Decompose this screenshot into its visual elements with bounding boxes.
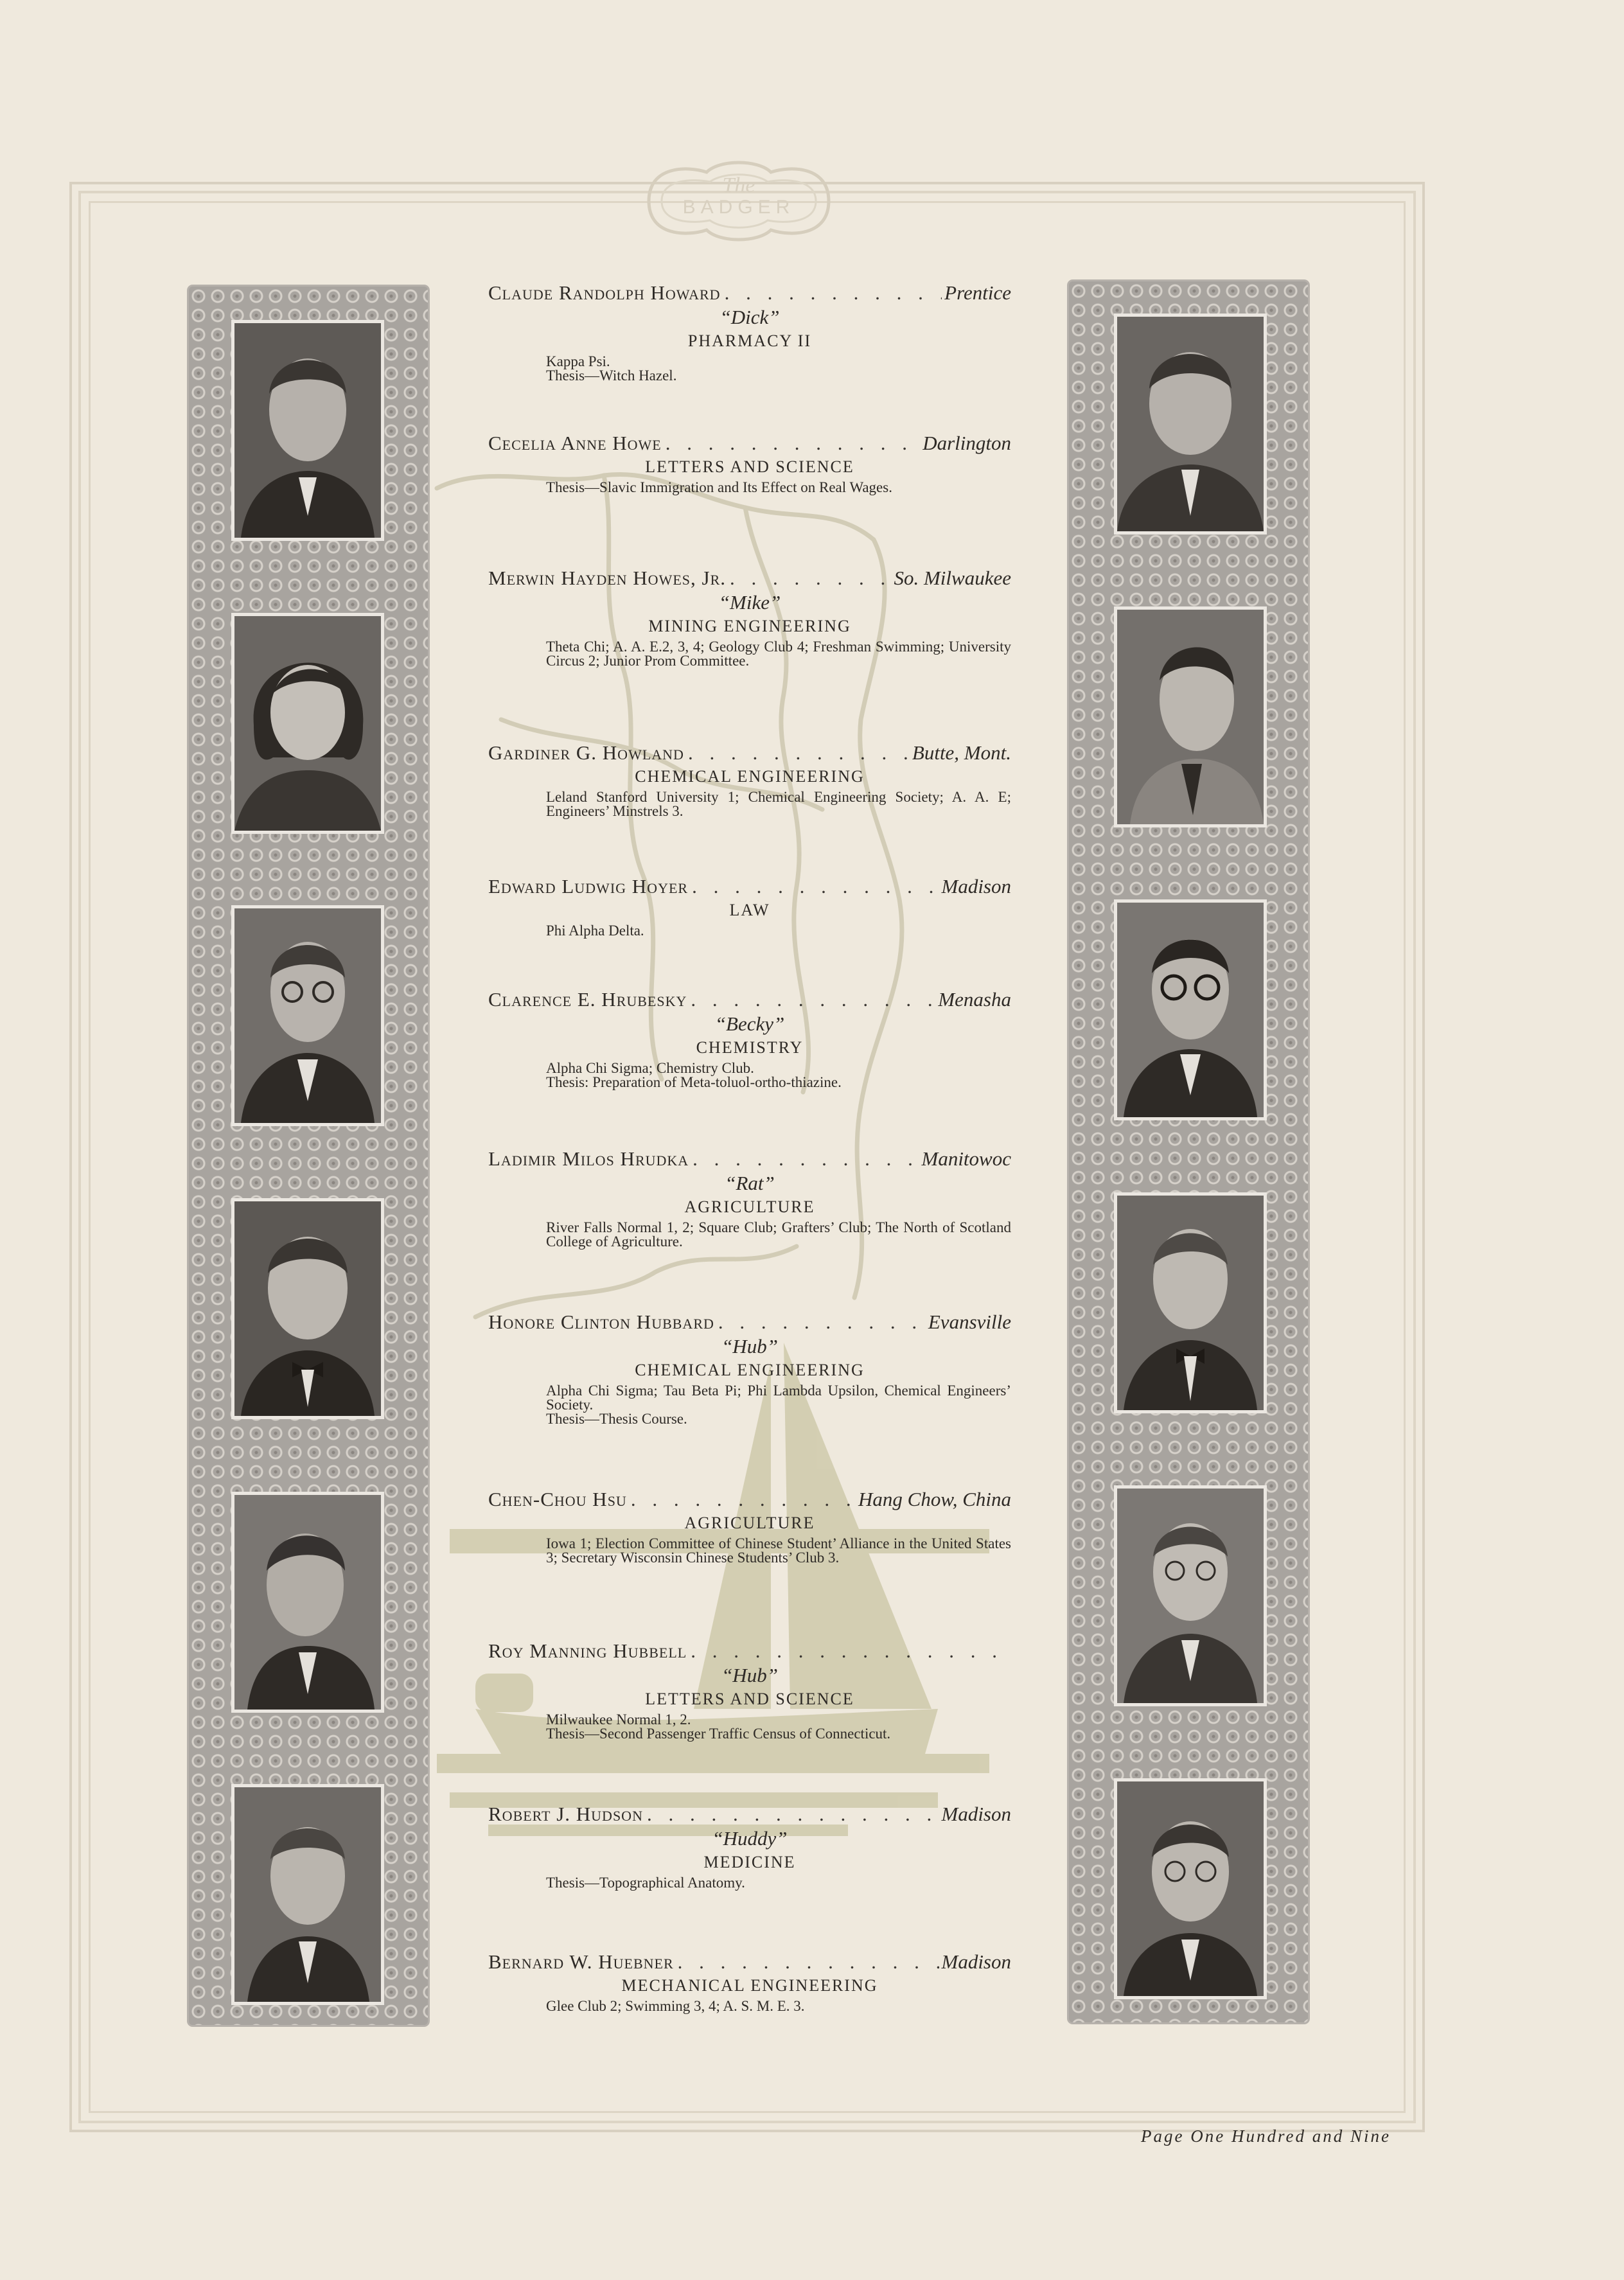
portrait-photo-howes bbox=[231, 905, 384, 1126]
nickname: “Becky” bbox=[714, 1012, 785, 1035]
entry-hsu bbox=[488, 1488, 1011, 1565]
college: MEDICINE bbox=[703, 1853, 796, 1871]
hometown: Menasha bbox=[938, 988, 1011, 1011]
leader-dots bbox=[627, 1488, 856, 1511]
portrait-photo-howland bbox=[231, 1198, 384, 1419]
badger-crest bbox=[636, 153, 842, 249]
activities: Phi Alpha Delta. bbox=[546, 923, 644, 939]
entry-hubbell bbox=[488, 1639, 1011, 1741]
entry-hoyer bbox=[488, 875, 1011, 938]
college: MECHANICAL ENGINEERING bbox=[621, 1976, 878, 1995]
nickname: “Dick” bbox=[719, 306, 780, 328]
entry-howard bbox=[488, 281, 1011, 383]
leader-dots bbox=[688, 875, 939, 898]
portrait-photo-hsu bbox=[1114, 899, 1267, 1120]
page-number: Page One Hundred and Nine bbox=[1141, 2126, 1391, 2146]
leader-dots bbox=[721, 281, 942, 305]
entry-howe bbox=[488, 432, 1011, 495]
portrait-photo-howard bbox=[231, 320, 384, 541]
nickname: “Mike” bbox=[718, 591, 781, 614]
portrait-photo-howe bbox=[231, 613, 384, 834]
leader-dots bbox=[643, 1803, 939, 1826]
portrait-photo-hudson bbox=[1114, 1485, 1267, 1706]
portrait-photo-hrudka bbox=[1114, 314, 1267, 535]
nickname: “Hub” bbox=[721, 1664, 778, 1686]
activities: Milwaukee Normal 1, 2. Thesis—Second Passenger Traffic Census of Connecticut. bbox=[546, 1711, 891, 1742]
student-name: Gardiner G. Howland bbox=[488, 741, 684, 764]
student-name: Edward Ludwig Hoyer bbox=[488, 875, 689, 897]
portrait-photo-hubbard bbox=[1114, 606, 1267, 827]
leader-dots bbox=[687, 1639, 1009, 1663]
student-name: Chen-Chou Hsu bbox=[488, 1488, 627, 1510]
portrait-photo-huebner bbox=[1114, 1778, 1267, 1999]
entry-howland bbox=[488, 741, 1011, 818]
hometown: Manitowoc bbox=[921, 1147, 1011, 1170]
nickname: “Hub” bbox=[721, 1335, 778, 1357]
left-portrait-strip bbox=[189, 287, 428, 2025]
student-name: Cecelia Anne Howe bbox=[488, 432, 662, 454]
student-name: Honore Clinton Hubbard bbox=[488, 1311, 714, 1333]
leader-dots bbox=[662, 432, 920, 455]
student-name: Roy Manning Hubbell bbox=[488, 1639, 687, 1662]
right-portrait-strip bbox=[1069, 281, 1308, 2022]
college: CHEMICAL ENGINEERING bbox=[635, 767, 865, 786]
entry-hubbard bbox=[488, 1311, 1011, 1426]
student-name: Ladimir Milos Hrudka bbox=[488, 1147, 689, 1170]
hometown: Madison bbox=[941, 1803, 1011, 1825]
college: LETTERS AND SCIENCE bbox=[645, 457, 854, 476]
hometown: Madison bbox=[941, 1950, 1011, 1973]
student-name: Bernard W. Huebner bbox=[488, 1950, 674, 1973]
crest-badger: BADGER bbox=[682, 197, 795, 218]
leader-dots bbox=[687, 988, 935, 1011]
activities: Leland Stanford University 1; Chemical Engineering Society; A. A. E; Engineers’ Minstrels 3. bbox=[546, 789, 1011, 819]
portrait-photo-hubbell bbox=[1114, 1192, 1267, 1413]
hometown: Evansville bbox=[928, 1311, 1011, 1333]
hometown: Madison bbox=[941, 875, 1011, 897]
activities: Iowa 1; Election Committee of Chinese Student’ Alliance in the United States 3; Secretary Wisconsin Chinese Students’ Club 3. bbox=[546, 1535, 1011, 1566]
college: PHARMACY II bbox=[687, 331, 812, 350]
college: LAW bbox=[729, 901, 770, 919]
hometown: So. Milwaukee bbox=[894, 567, 1011, 589]
college: MINING ENGINEERING bbox=[648, 617, 851, 635]
crest-the: The bbox=[722, 173, 755, 197]
entry-hudson bbox=[488, 1803, 1011, 1890]
student-name: Claude Randolph Howard bbox=[488, 281, 721, 304]
leader-dots bbox=[684, 741, 910, 764]
portrait-photo-hoyer bbox=[231, 1492, 384, 1713]
student-name: Robert J. Hudson bbox=[488, 1803, 643, 1825]
college: AGRICULTURE bbox=[684, 1514, 815, 1532]
leader-dots bbox=[726, 567, 891, 590]
hometown: Darlington bbox=[922, 432, 1011, 454]
hometown bbox=[1009, 1639, 1011, 1663]
activities: Kappa Psi. Thesis—Witch Hazel. bbox=[546, 353, 677, 384]
activities: River Falls Normal 1, 2; Square Club; Grafters’ Club; The North of Scotland College of Agriculture. bbox=[546, 1219, 1011, 1250]
hometown: Hang Chow, China bbox=[858, 1488, 1011, 1510]
entry-hrubesky bbox=[488, 988, 1011, 1090]
activities: Alpha Chi Sigma; Chemistry Club. Thesis: Preparation of Meta-toluol-ortho-thiazine. bbox=[546, 1060, 842, 1090]
activities: Alpha Chi Sigma; Tau Beta Pi; Phi Lambda Upsilon, Chemical Engineers’ Society. Thesis—Thesis Course. bbox=[546, 1383, 1011, 1427]
hometown: Butte, Mont. bbox=[912, 741, 1011, 764]
entry-huebner bbox=[488, 1950, 1011, 2013]
nickname: “Huddy” bbox=[712, 1827, 788, 1850]
nickname: “Rat” bbox=[725, 1172, 775, 1194]
college: CHEMICAL ENGINEERING bbox=[635, 1361, 865, 1379]
student-name: Clarence E. Hrubesky bbox=[488, 988, 687, 1011]
activities: Thesis—Topographical Anatomy. bbox=[546, 1875, 745, 1891]
entry-hrudka bbox=[488, 1147, 1011, 1249]
hometown: Prentice bbox=[944, 281, 1011, 304]
activities: Glee Club 2; Swimming 3, 4; A. S. M. E. 3. bbox=[546, 1998, 805, 2014]
college: CHEMISTRY bbox=[696, 1038, 804, 1057]
leader-dots bbox=[674, 1950, 939, 1974]
leader-dots bbox=[689, 1147, 919, 1171]
college: LETTERS AND SCIENCE bbox=[645, 1690, 854, 1708]
student-name: Merwin Hayden Howes, Jr. bbox=[488, 567, 726, 589]
entry-howes bbox=[488, 567, 1011, 668]
college: AGRICULTURE bbox=[684, 1197, 815, 1216]
activities: Theta Chi; A. A. E.2, 3, 4; Geology Club 4; Freshman Swimming; University Circus 2; Junior Prom Committee. bbox=[546, 639, 1011, 669]
portrait-photo-hrubesky bbox=[231, 1784, 384, 2005]
activities: Thesis—Slavic Immigration and Its Effect on Real Wages. bbox=[546, 479, 892, 495]
leader-dots bbox=[714, 1311, 926, 1334]
